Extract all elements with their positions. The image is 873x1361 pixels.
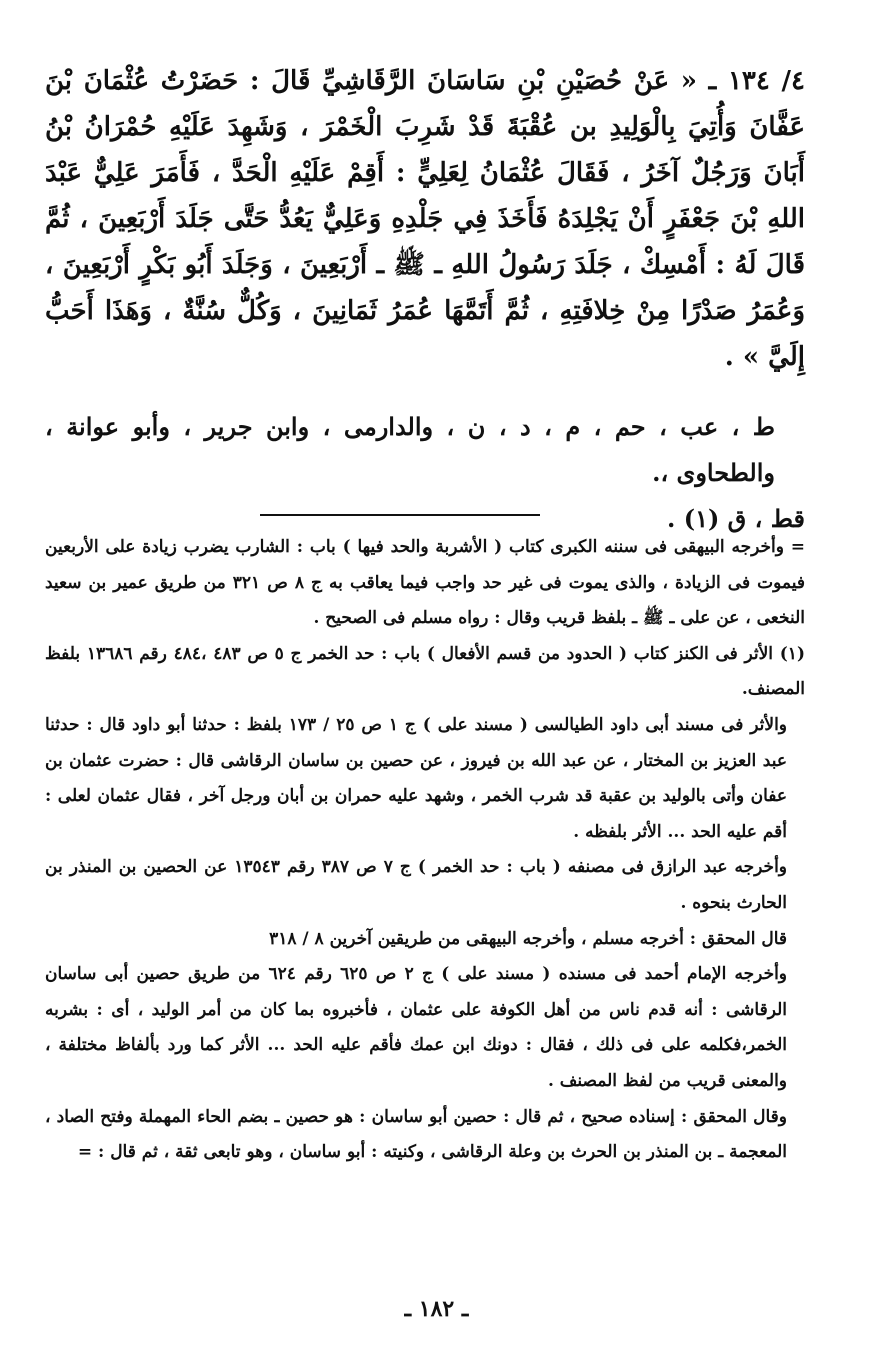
main-text [45, 58, 805, 542]
footnote-paragraph: وأخرجه الإمام أحمد فى مسنده ( مسند على ) ج ٢ ص ٦٢٥ رقم ٦٢٤ من طريق حصين أبى ساسان الرقاشى : أنه قدم ناس من أهل الكوفة على عثمان ، فأخبروه بما كان من أمر الوليد ، أى : بشربه الخمر،فكلمه على فى ذلك ، فقال : دونك ابن عمك فأقم عليه الحد ... الأثر كما ورد بألفاظ مختلفة ، والمعنى قريب من لفظ المصنف . [45, 964, 788, 1091]
footnote-paragraph: والأثر فى مسند أبى داود الطيالسى ( مسند على ) ج ١ ص ٢٥ / ١٧٣ بلفظ : حدثنا أبو داود قال : حدثنا عبد العزيز بن المختار ، عن عبد الله بن فيروز ، عن حصين بن ساسان الرقاشى قال : حضرت عثمان بن عفان وأتى بالوليد بن عقبة قد شرب الخمر ، وشهد عليه حمران بن أبان ورجل آخر ، فقال عثمان لعلى : أقم عليه الحد ... الأثر بلفظه . [45, 714, 788, 842]
footnote-paragraph: قال المحقق : أخرجه مسلم ، وأخرجه البيهقى من طريقين آخرين ٨ / ٣١٨ [269, 928, 787, 949]
sources-line: ط ، عب ، حم ، م ، د ، ن ، والدارمى ، وابن جرير ، وأبو عوانة ، والطحاوى ،. [45, 412, 775, 487]
footnote-1: (١) الأثر فى الكنز كتاب ( الحدود من قسم الأفعال ) باب : حد الخمر ج ٥ ص ٤٨٣ ،٤٨٤ رقم ١٣٦٨٦ بلفظ المصنف. [45, 643, 805, 700]
footnote-paragraph: وقال المحقق : إسناده صحيح ، ثم قال : حصين أبو ساسان : هو حصين ـ بضم الحاء المهملة وفتح الصاد ، المعجمة ـ بن المنذر بن الحرث بن وعلة الرقاشى ، وكنيته : أبو ساسان ، وهو تابعى ثقة ، ثم قال : = [45, 1106, 787, 1163]
page-number: ـ ١٨٢ ـ [404, 1296, 469, 1322]
footnote-continuation: = وأخرجه البيهقى فى سننه الكبرى كتاب ( الأشربة والحد فيها ) باب : الشارب يضرب زيادة على الأربعين فيموت فى الزيادة ، والذى يموت فى غير حد واجب فيما يعاقب به ج ٨ ص ٣٢١ من طريق عمير بن سعيد النخعى ، عن على ـ ﷺ ـ بلفظ قريب وقال : رواه مسلم فى الصحيح . [45, 537, 805, 629]
footnotes [45, 530, 805, 1171]
footnote-paragraph: وأخرجه عبد الرازق فى مصنفه ( باب : حد الخمر ) ج ٧ ص ٣٨٧ رقم ١٣٥٤٣ عن الحصين بن المنذر بن الحارث بنحوه . [45, 857, 787, 913]
hadith-text: ٤/ ١٣٤ ـ « عَنْ حُصَيْنِ بْنِ سَاسَانَ الرَّقَاشِيِّ قَالَ : حَضَرْتُ عُثْمَانَ بْنَ عَفَّانَ وَأُتِيَ بِالْوَلِيدِ بن عُقْبَةَ قَدْ شَرِبَ الْخَمْرَ ، وَشَهِدَ عَلَيْهِ حُمْرَانُ بْنُ أَبَانَ وَرَجُلٌ آخَرُ ، فَقَالَ عُثْمَانُ لِعَلِيٍّ : أَقِمْ عَلَيْهِ الْحَدَّ ، فَأَمَرَ عَلِيٌّ عَبْدَ اللهِ بْنَ جَعْفَرٍ أَنْ يَجْلِدَهُ فَأَخَذَ فِي جَلْدِهِ وَعَلِيٌّ يَعُدُّ حَتَّى جَلَدَ أَرْبَعِينَ ، ثُمَّ قَالَ لَهُ : أَمْسِكْ ، جَلَدَ رَسُولُ اللهِ ـ ﷺ ـ أَرْبَعِينَ ، وَجَلَدَ أَبُو بَكْرٍ أَرْبَعِينَ ، وَعُمَرُ صَدْرًا مِنْ خِلافَتِهِ ، ثُمَّ أَتَمَّهَا عُمَرُ ثَمَانِينَ ، وَكُلٌّ سُنَّةٌ ، وَهَذَا أَحَبُّ إِلَيَّ » . [45, 66, 805, 372]
sources-line-continued: قط ، ق (١) . [666, 504, 805, 533]
footnote-separator [260, 514, 540, 516]
